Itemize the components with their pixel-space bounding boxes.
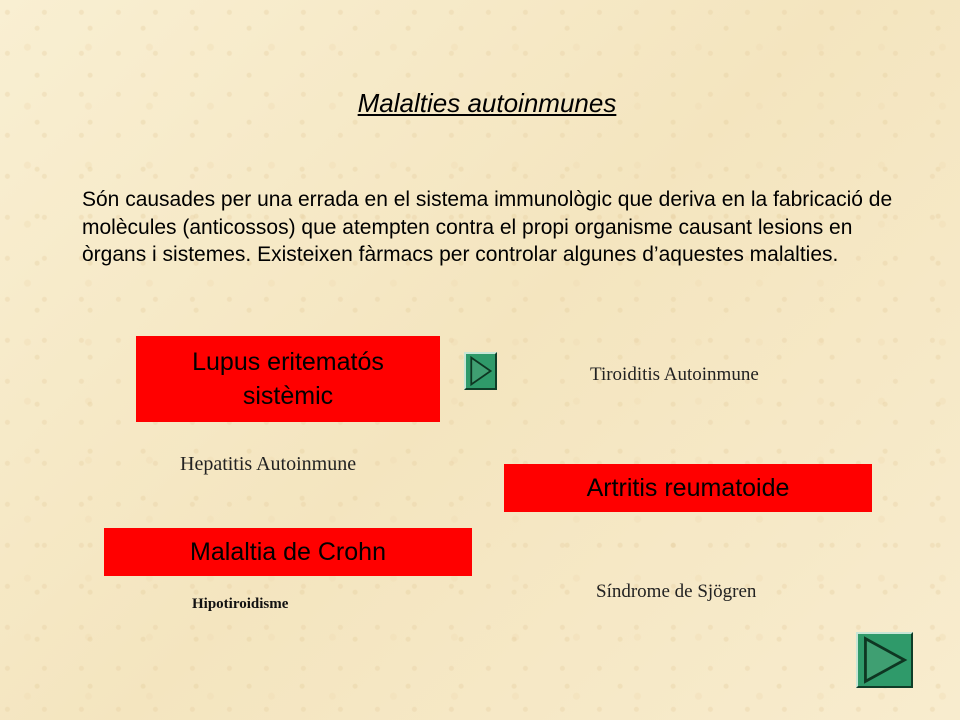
artritis-link-label: Artritis reumatoide	[586, 474, 790, 502]
tiroiditis-label: Tiroiditis Autoinmune	[590, 364, 759, 385]
lupus-link-button[interactable]	[136, 336, 440, 422]
lupus-link-label: Lupus eritematós sistèmic	[192, 348, 384, 410]
intro-paragraph: Són causades per una errada en el sistema immunològic que deriva en la fabricació de molècules (anticossos) que atempten contra el propi organisme causant lesions en òrgans i sistemes. Existeixen fàrmacs per controlar algunes d’aquestes malalties.	[82, 188, 893, 266]
crohn-link-button[interactable]	[104, 528, 472, 576]
play-arrow-icon	[466, 354, 495, 388]
artritis-link-button[interactable]	[504, 464, 872, 512]
hipotiroidisme-label: Hipotiroidisme	[192, 596, 289, 612]
next-slide-button[interactable]	[856, 632, 913, 688]
sjogren-label: Síndrome de Sjögren	[596, 581, 757, 602]
hepatitis-label: Hepatitis Autoinmune	[180, 453, 357, 475]
next-arrow-icon	[858, 634, 911, 686]
crohn-link-label: Malaltia de Crohn	[190, 538, 386, 566]
page-title: Malalties autoinmunes	[357, 88, 617, 118]
play-button[interactable]	[464, 352, 497, 390]
